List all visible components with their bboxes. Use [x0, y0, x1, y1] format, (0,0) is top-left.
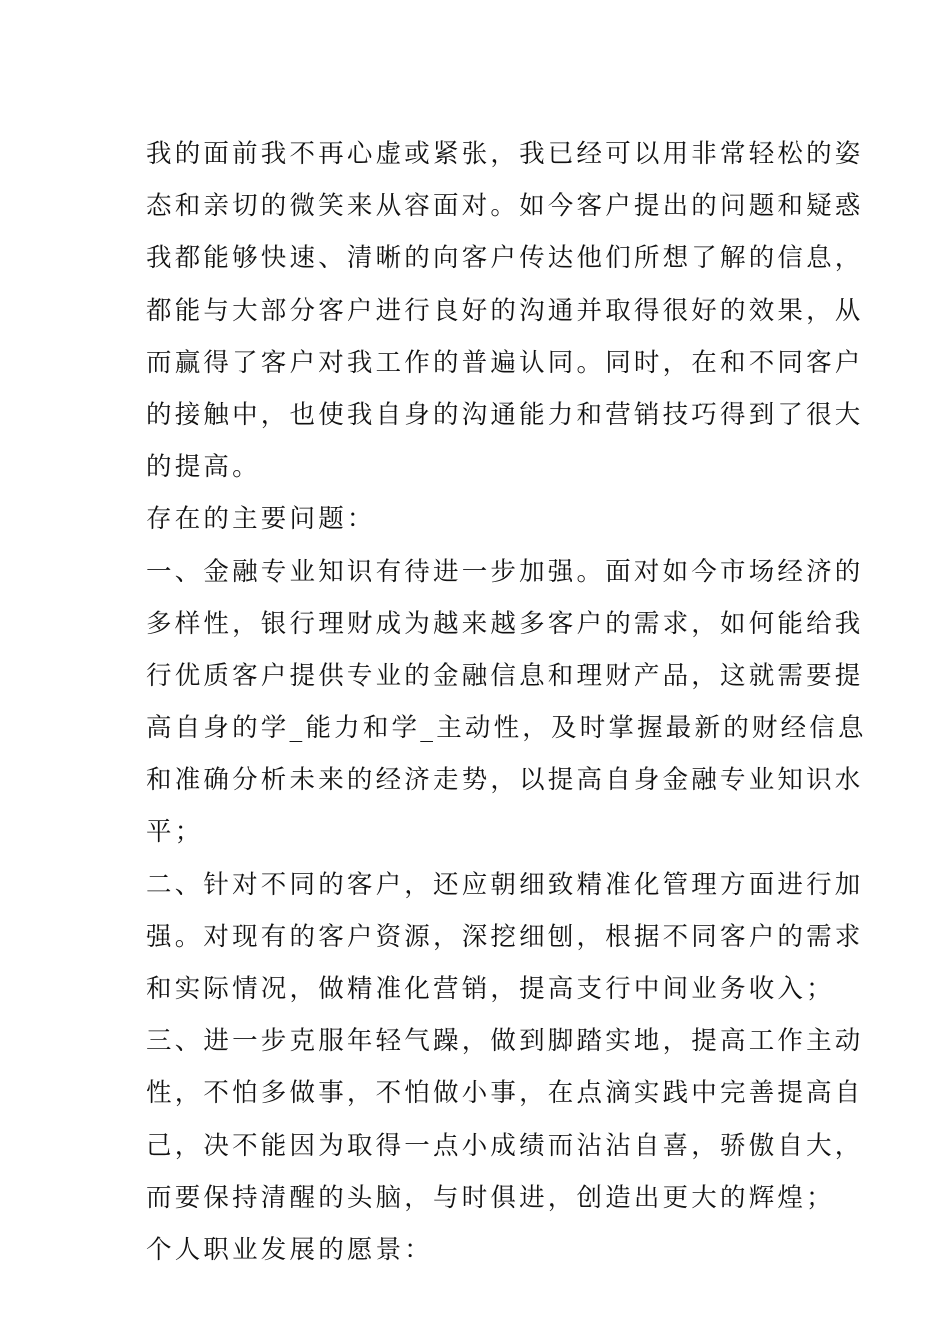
- text-line: 性，不怕多做事，不怕做小事，在点滴实践中完善提高自: [146, 1078, 864, 1109]
- text-line: 一、金融专业知识有待进一步加强。面对如今市场经济的: [146, 556, 864, 587]
- text-line: 的提高。: [146, 452, 261, 483]
- section-heading: 存在的主要问题：: [146, 504, 376, 535]
- text-line: 强。对现有的客户资源，深挖细刨，根据不同客户的需求: [146, 921, 864, 952]
- text-line: 和准确分析未来的经济走势，以提高自身金融专业知识水: [146, 765, 864, 796]
- text-line: 都能与大部分客户进行良好的沟通并取得很好的效果，从: [146, 295, 864, 326]
- text-line: 的接触中，也使我自身的沟通能力和营销技巧得到了很大: [146, 399, 864, 430]
- text-line: 我都能够快速、清晰的向客户传达他们所想了解的信息，: [146, 243, 864, 274]
- text-line: 三、进一步克服年轻气躁，做到脚踏实地，提高工作主动: [146, 1026, 864, 1057]
- text-line: 行优质客户提供专业的金融信息和理财产品，这就需要提: [146, 660, 864, 691]
- document-body: [146, 128, 867, 1276]
- text-line: 平；: [146, 817, 204, 848]
- text-line: 而要保持清醒的头脑，与时俱进，创造出更大的辉煌；: [146, 1182, 835, 1213]
- text-line: 而赢得了客户对我工作的普遍认同。同时，在和不同客户: [146, 347, 864, 378]
- text-line: 己，决不能因为取得一点小成绩而沾沾自喜，骄傲自大，: [146, 1130, 864, 1161]
- text-line: 高自身的学_能力和学_主动性，及时掌握最新的财经信息: [146, 713, 867, 744]
- section-heading: 个人职业发展的愿景：: [146, 1234, 434, 1265]
- text-line: 二、针对不同的客户，还应朝细致精准化管理方面进行加: [146, 869, 864, 900]
- text-line: 我的面前我不再心虚或紧张，我已经可以用非常轻松的姿: [146, 139, 864, 169]
- text-line: 态和亲切的微笑来从容面对。如今客户提出的问题和疑惑: [146, 191, 864, 222]
- text-line: 和实际情况，做精准化营销，提高支行中间业务收入；: [146, 974, 835, 1004]
- text-line: 多样性，银行理财成为越来越多客户的需求，如何能给我: [146, 608, 864, 639]
